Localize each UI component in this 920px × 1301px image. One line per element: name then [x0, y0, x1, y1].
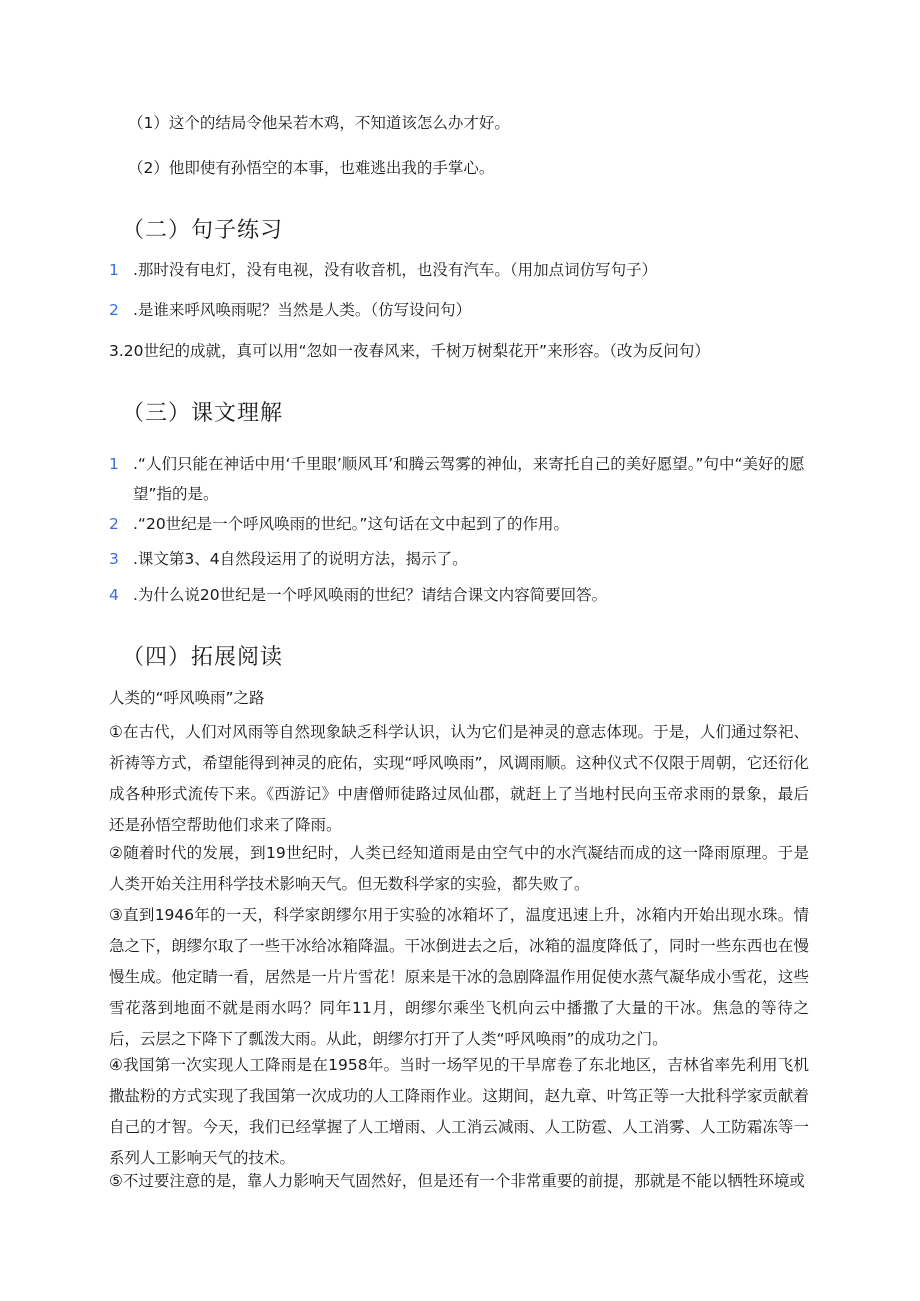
item-text: .“20世纪是一个呼风唤雨的世纪。”这句话在文中起到了的作用。: [133, 515, 569, 533]
item-number: 2: [109, 515, 119, 533]
sentence-2: （2）他即使有孙悟空的本事，也难逃出我的手掌心。: [128, 159, 495, 177]
item-text: .是谁来呼风唤雨呢？当然是人类。（仿写设问句）: [133, 301, 472, 319]
item-number: 4: [109, 586, 119, 604]
list-item: [109, 299, 471, 321]
section-heading-2: （二）句子练习: [122, 218, 284, 243]
item-number: 1: [109, 455, 119, 473]
item-number: 2: [109, 301, 119, 319]
item-text: .课文第3、4自然段运用了的说明方法，揭示了。: [133, 550, 468, 568]
item-number: 1: [109, 261, 119, 279]
paragraph: ②随着时代的发展，到19世纪时，人类已经知道雨是由空气中的水汽凝结而成的这一降雨原理。于是人类开始关注用科学技术影响天气。但无数科学家的实验，都失败了。: [109, 844, 809, 893]
item-text: .那时没有电灯，没有电视，没有收音机，也没有汽车。（用加点词仿写句子）: [133, 261, 658, 279]
list-item: [109, 259, 657, 281]
item-text: .“人们只能在神话中用‘千里眼’顺风耳’和腾云驾雾的神仙，来寄托自己的美好愿望。”句中“美好的愿望”指的是。: [133, 455, 805, 503]
list-item: 3.20世纪的成就，真可以用“忽如一夜春风来，千树万树梨花开”来形容。（改为反问句）: [109, 342, 710, 360]
list-item: [109, 513, 569, 535]
list-item: [109, 548, 468, 570]
section-heading-3: （三）课文理解: [122, 401, 284, 426]
paragraph: ③直到1946年的一天，科学家朗缪尔用于实验的冰箱坏了，温度迅速上升，冰箱内开始出现水珠。情急之下，朗缪尔取了一些干冰给冰箱降温。干冰倒进去之后，冰箱的温度降低了，同时一些东西也在慢慢生成。他定睛一看，居然是一片片雪花！原来是干冰的急剧降温作用促使水蒸气凝华成小雪花，这些雪花落到地面不就是雨水吗？同年11月，朗缪尔乘坐飞机向云中播撒了大量的干冰。焦急的等待之后，云层之下降下了瓢泼大雨。从此，朗缪尔打开了人类“呼风唤雨”的成功之门。: [109, 906, 809, 1048]
paragraph: ①在古代，人们对风雨等自然现象缺乏科学认识，认为它们是神灵的意志体现。于是，人们通过祭祀、祈祷等方式，希望能得到神灵的庇佑，实现“呼风唤雨”，风调雨顺。这种仪式不仅限于周朝，它还衍化成各种形式流传下来。《西游记》中唐僧师徒路过凤仙郡，就赶上了当地村民向玉帝求雨的景象，最后还是孙悟空帮助他们求来了降雨。: [109, 723, 809, 834]
section-heading-4: （四）拓展阅读: [122, 645, 284, 670]
list-item: [109, 584, 607, 606]
article-title: 人类的“呼风唤雨”之路: [109, 689, 265, 707]
item-number: 3: [109, 550, 119, 568]
list-item: [109, 449, 809, 509]
paragraph: ⑤不过要注意的是，靠人力影响天气固然好，但是还有一个非常重要的前提，那就是不能以牺牲环境或: [109, 1172, 805, 1190]
sentence-1: （1）这个的结局令他呆若木鸡，不知道该怎么办才好。: [128, 114, 510, 132]
item-text: .为什么说20世纪是一个呼风唤雨的世纪？请结合课文内容简要回答。: [133, 586, 608, 604]
paragraph: ④我国第一次实现人工降雨是在1958年。当时一场罕见的干旱席卷了东北地区，吉林省率先利用飞机撒盐粉的方式实现了我国第一次成功的人工降雨作业。这期间，赵九章、叶笃正等一大批科学家贡献着自己的才智。今天，我们已经掌握了人工增雨、人工消云减雨、人工防雹、人工消雾、人工防霜冻等一系列人工影响天气的技术。: [109, 1056, 809, 1167]
